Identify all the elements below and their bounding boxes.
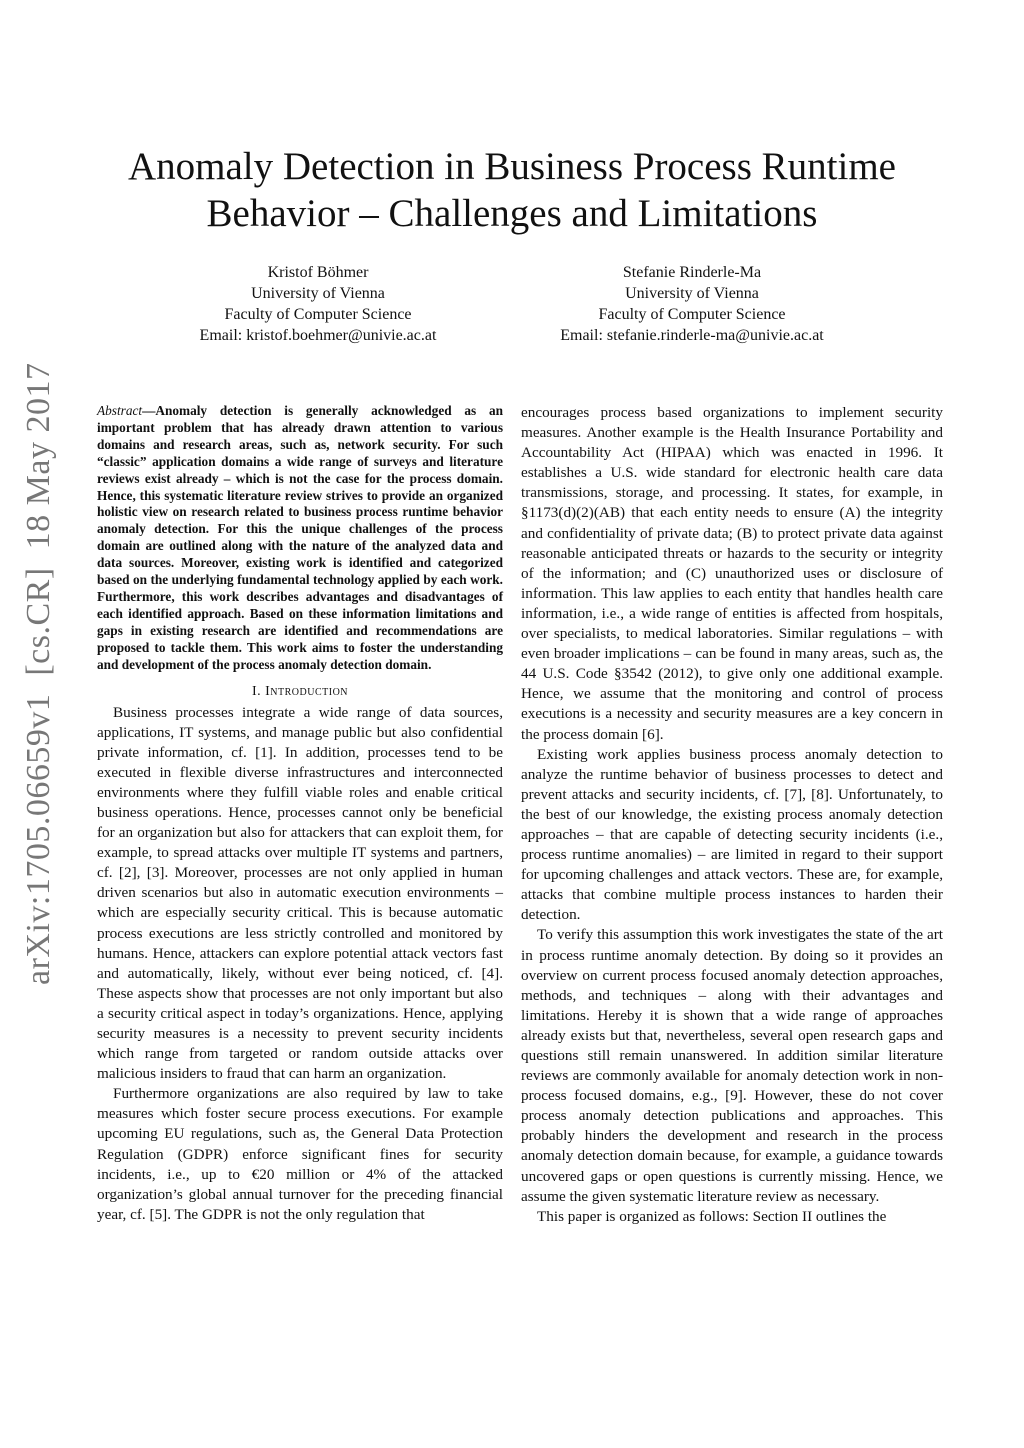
arxiv-stamp: arXiv:1705.06659v1 [cs.CR] 18 May 2017 xyxy=(20,362,57,985)
section-heading xyxy=(97,684,503,700)
section-heading-text: I. Introduction xyxy=(251,683,349,699)
author-name: Kristof Böhmer xyxy=(267,264,369,281)
left-column xyxy=(97,403,503,1225)
author-affiliation: University of Vienna xyxy=(251,285,385,302)
paragraph: Furthermore organizations are also required by law to take measures which foster secure process executions. For example upcoming EU regulations, such as, the General Data Protection Regulation (GDPR) enforce significant fines for security incidents, i.e., up to €20 million or 4% of the attacked organization’s global annual turnover for the preceding financial year, cf. [5]. The GDPR is not the only regulation that xyxy=(97,1085,503,1223)
abstract xyxy=(97,403,503,674)
paragraph: Existing work applies business process anomaly detection to analyze the runtime behavior of business processes to detect and prevent attacks and security incidents, cf. [7], [8]. Unfortunately, to the best of our knowledge, the existing process anomaly detection approaches – that are capable of detecting security incidents (i.e., process runtime anomalies) – are limited in regard to their support for upcoming challenges and attack vectors. These are, for example, attacks that combine multiple process instances to harden their detection. xyxy=(521,745,943,924)
author-faculty: Faculty of Computer Science xyxy=(598,306,786,323)
author-block-2 xyxy=(522,262,862,346)
author-block-1 xyxy=(148,262,488,346)
paragraph: encourages process based organizations to implement security measures. Another example is the Health Insurance Portability and Accountability Act (HIPAA) which was enacted in 1996. It establishes a U.S. wide standard for electronic health care data transmissions, storage, and processing. It states, for example, in §1173(d)(2)(AB) that each entity needs to ensure (A) the integrity and confidentiality of private data; (B) to protect private data against reasonable anticipated threats or hazards to the security or integrity of the information; and (C) unauthorized uses or disclosure of information. This law applies to each entity that handles health care information, i.e., a wide range of entities is affected from hospitals, over specialists, to medical laboratories. Similar regulations – with even broader implications – can be found in many areas, such as, the 44 U.S. Code §3542 (2012), to give only one additional example. Hence, we assume that the monitoring and control of process executions is a necessity and security measures are a key concern in the process domain [6]. xyxy=(521,404,943,743)
author-faculty: Faculty of Computer Science xyxy=(224,306,412,323)
right-column xyxy=(521,403,943,1227)
paper-title: Anomaly Detection in Business Process Runtime Behavior – Challenges and Limitations xyxy=(127,145,896,235)
paragraph: This paper is organized as follows: Section II outlines the xyxy=(537,1207,887,1225)
author-name: Stefanie Rinderle-Ma xyxy=(622,264,762,281)
paragraph: Business processes integrate a wide range of data sources, applications, IT systems, and manage public but also confidential private information, cf. [1]. In addition, processes tend to be executed in flexible diverse infrastructures and interconnected environments where they fulfill viable roles and enable critical business operations. Hence, processes cannot only be beneficial for an organization but also for attackers that can exploit them, for example, to spread attacks over multiple IT systems and partners, cf. [2], [3]. Moreover, processes are not only applied in human driven scenarios but also in automatic execution environments – which are especially security critical. This is because automatic process executions are less strictly controlled and monitored by humans. Hence, attackers can explore potential attack vectors fast and automatically, likely, without ever being noticed, cf. [4]. These aspects show that processes are not only important but also a security critical aspect in today’s organizations. Hence, applying security measures is a necessity to prevent security incidents which range from targeted or random outside attacks over malicious insiders to fraud that can harm an organization. xyxy=(97,703,503,1083)
author-email: Email: stefanie.rinderle-ma@univie.ac.at xyxy=(560,327,824,344)
abstract-label: Abstract xyxy=(97,403,143,418)
author-affiliation: University of Vienna xyxy=(625,285,759,302)
author-email: Email: kristof.boehmer@univie.ac.at xyxy=(199,327,437,344)
paragraph: To verify this assumption this work investigates the state of the art in process runtime anomaly detection. By doing so it provides an overview on current process focused anomaly detection approaches, methods, and techniques – along with their advantages and limitations. Hereby it is shown that a wide range of approaches already exists but that, nevertheless, several open research gaps and questions still remain unanswered. In addition similar literature reviews are commonly available for anomaly detection work in non-process focused domains, e.g., [9]. However, these do not cover process anomaly detection publications and approaches. This probably hinders the development and research in the process anomaly detection domain because, for example, a guidance towards uncovered gaps or open questions is currently missing. Hence, we assume the given systematic literature review as necessary. xyxy=(521,926,943,1205)
abstract-text: —Anomaly detection is generally acknowledged as an important problem that has already drawn attention to various domains and research areas, such as, network security. For such “classic” application domains a wide range of surveys and literature reviews exist already – which is not the case for the process domain. Hence, this systematic literature review strives to provide an organized holistic view on research related to business process runtime behavior anomaly detection. For this the unique challenges of the process domain are outlined along with the nature of the analyzed data and data sources. Moreover, existing work is identified and categorized based on the underlying fundamental technology applied by each work. Furthermore, this work describes advantages and disadvantages of each identified approach. Based on these information limitations and gaps in existing research are identified and recommendations are proposed to tackle them. This work aims to foster the understanding and development of the process anomaly detection domain. xyxy=(97,403,503,672)
